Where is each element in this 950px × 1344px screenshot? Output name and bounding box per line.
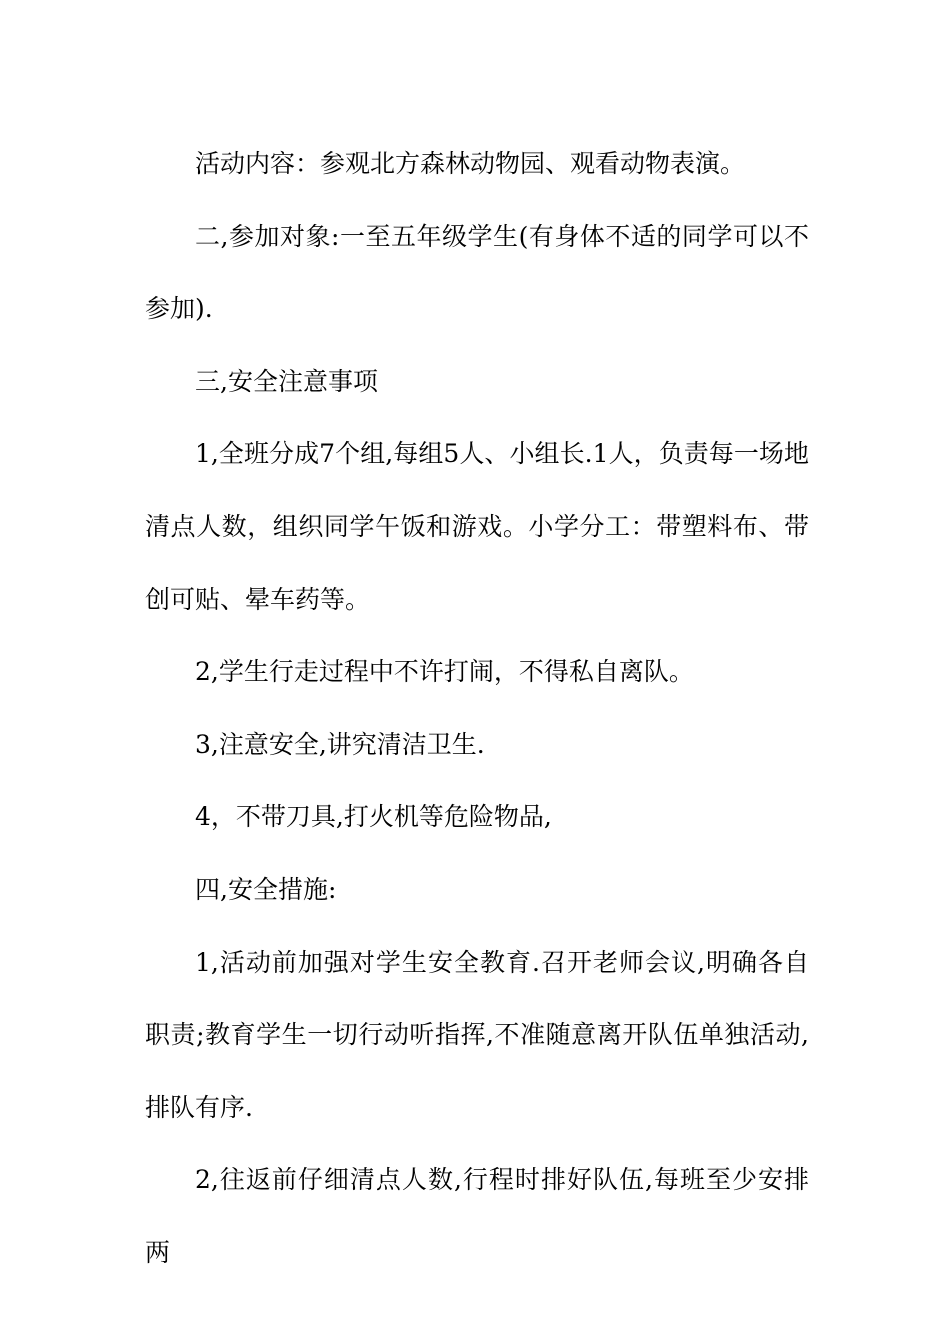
document-page xyxy=(145,128,809,1290)
heading-safety-measures: 四,安全措施: xyxy=(195,874,337,904)
paragraph-measure-2: 2,往返前仔细清点人数,行程时排好队伍,每班至少安排两 xyxy=(145,1165,809,1267)
paragraph-note-1: 1,全班分成7个组,每组5人、小组长.1人，负责每一场地清点人数，组织同学午饭和游戏。小学分工：带塑料布、带创可贴、晕车药等。 xyxy=(145,439,809,614)
paragraph-participants: 二,参加对象:一至五年级学生(有身体不适的同学可以不参加). xyxy=(145,221,809,324)
paragraph-measure-1: 1,活动前加强对学生安全教育.召开老师会议,明确各自职责;教育学生一切行动听指挥,不准随意离开队伍单独活动,排队有序. xyxy=(145,947,809,1122)
heading-safety-notes: 三,安全注意事项 xyxy=(195,366,378,396)
paragraph-note-4: 4，不带刀具,打火机等危险物品, xyxy=(195,802,552,832)
paragraph-note-2: 2,学生行走过程中不许打闹，不得私自离队。 xyxy=(195,657,694,687)
paragraph-note-3: 3,注意安全,讲究清洁卫生. xyxy=(195,729,485,759)
paragraph-activity-content: 活动内容：参观北方森林动物园、观看动物表演。 xyxy=(195,149,746,178)
